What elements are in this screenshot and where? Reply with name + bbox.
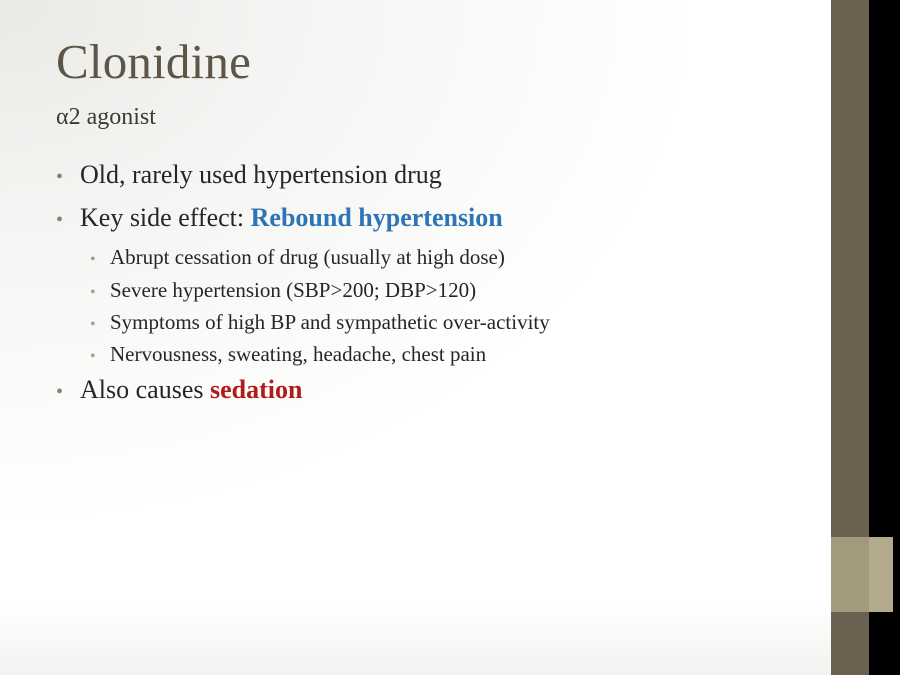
list-item-label (80, 203, 806, 234)
list-item (56, 203, 806, 234)
bullet-icon: • (90, 251, 96, 269)
list-item-text-prefix: Key side effect: (80, 202, 251, 232)
highlight-rebound-hypertension: Rebound hypertension (250, 202, 503, 232)
list-item (90, 245, 806, 270)
bullet-icon: • (90, 283, 96, 301)
bullet-icon: • (90, 315, 96, 333)
list-item (90, 278, 806, 303)
slide-title: Clonidine (56, 34, 252, 89)
list-item-label (80, 375, 806, 406)
right-decor-bar-tan-outer (869, 537, 893, 612)
list-item (56, 160, 806, 191)
bullet-icon: • (90, 347, 96, 365)
list-item (90, 342, 806, 367)
slide-subtitle: α2 agonist (56, 104, 156, 130)
list-item-label: Abrupt cessation of drug (usually at high dose) (110, 245, 505, 270)
list-item-text-prefix: Also causes (80, 375, 210, 405)
bullet-icon: • (56, 381, 64, 404)
list-item-label: Severe hypertension (SBP>200; DBP>120) (110, 277, 477, 302)
list-item (90, 310, 806, 335)
list-item-label: Symptoms of high BP and sympathetic over-activity (110, 309, 550, 334)
highlight-sedation: sedation (209, 375, 303, 405)
bullet-icon: • (56, 166, 64, 188)
list-item-label: Nervousness, sweating, headache, chest pain (110, 341, 487, 366)
list-item-label: Old, rarely used hypertension drug (80, 160, 442, 189)
bullet-icon: • (56, 208, 64, 231)
sub-list (90, 245, 806, 367)
slide-body-list (56, 160, 806, 418)
list-item (56, 375, 806, 406)
